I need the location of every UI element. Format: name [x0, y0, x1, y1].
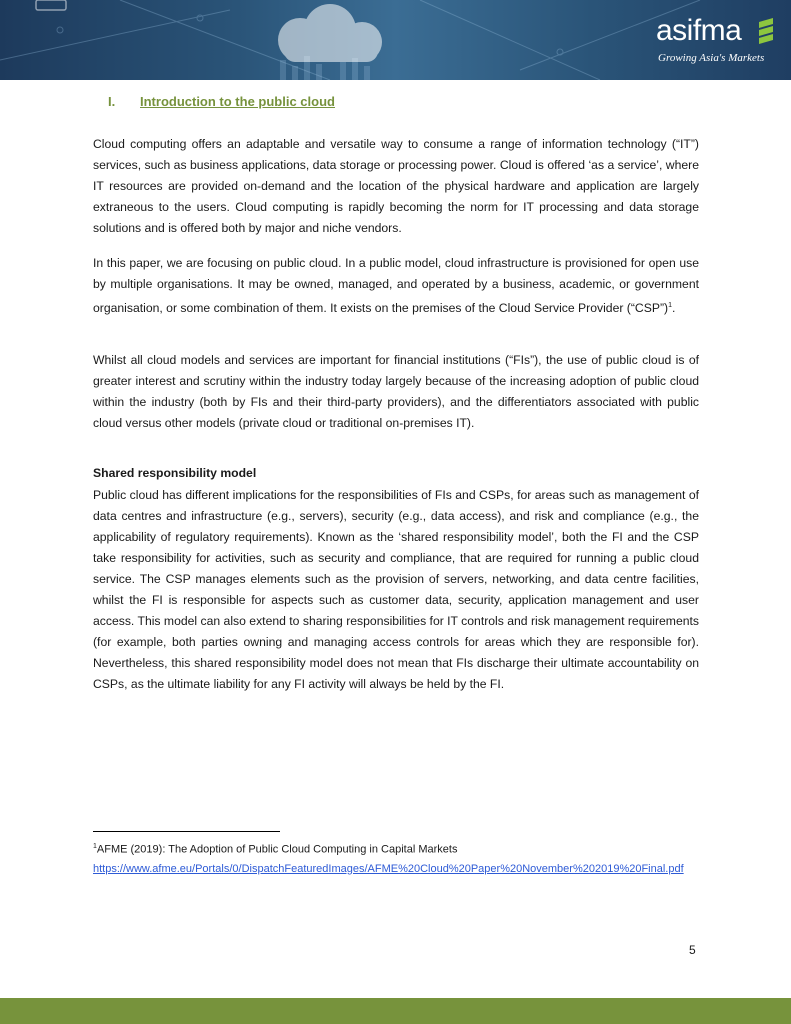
section-title: Introduction to the public cloud — [140, 94, 335, 109]
section-heading — [108, 94, 335, 109]
page-number: 5 — [689, 943, 696, 957]
paragraph-public-cloud-text: In this paper, we are focusing on public cloud. In a public model, cloud infrastructure is provisioned for open use by multiple organisations. It may be owned, managed, and operated by a business, academic, or government organisation, or some combination of them. It exists on the premises of the Cloud Service Provider (“CSP”) — [93, 256, 699, 316]
paragraph-shared-responsibility: Public cloud has different implications for the responsibilities of FIs and CSPs, for areas such as management of data centres and infrastructure (e.g., servers), security (e.g., data access), and risk and compliance (e.g., the applicability of regulatory requirements). Known as the ‘shared responsibility model’, both the FI and the CSP take responsibility for activities, such as security and compliance, that are required for running a public cloud service. The CSP manages elements such as the provision of servers, networking, and data centre facilities, whilst the FI is responsible for aspects such as customer data, security, application management and user access. This model can also extend to sharing responsibilities for IT controls and risk management requirements (for example, both parties owning and managing access controls for areas which they are responsible for). Nevertheless, this shared responsibility model does not mean that FIs discharge their ultimate accountability on CSPs, as the ultimate liability for any FI activity will always be held by the FI. — [93, 488, 699, 691]
device-icon — [36, 0, 66, 10]
logo-wordmark: asifma — [656, 14, 742, 47]
asifma-logo — [656, 14, 776, 70]
logo-tagline: Growing Asia's Markets — [658, 52, 765, 64]
footnote-citation — [93, 837, 699, 860]
cloud-icon — [278, 4, 382, 62]
footnote-link[interactable]: https://www.afme.eu/Portals/0/DispatchFeaturedImages/AFME%20Cloud%20Paper%20November%202019%20Final.pdf — [93, 862, 684, 875]
logo-mark-icon — [757, 16, 775, 46]
footnote-text: AFME (2019): The Adoption of Public Cloud Computing in Capital Markets — [96, 843, 458, 856]
subheading-shared-responsibility: Shared responsibility model — [93, 466, 257, 480]
paragraph-intro: Cloud computing offers an adaptable and versatile way to consume a range of information technology (“IT”) services, such as business applications, data storage or processing power. Cloud is offered ‘as a service’, where IT resources are provided on-demand and the location of the physical hardware and application are largely extraneous to the users. Cloud computing is rapidly becoming the norm for IT processing and data storage solutions and is offered both by major and niche vendors. — [93, 137, 699, 235]
paragraph-public-cloud-end: . — [672, 301, 676, 316]
section-number: I. — [108, 94, 116, 109]
paragraph-public-cloud — [93, 253, 699, 319]
footnote-marker: 1 — [93, 843, 97, 850]
footnote-reference[interactable]: 1 — [668, 302, 672, 309]
footer-bar — [0, 998, 791, 1024]
header-banner — [0, 0, 791, 80]
footnote-divider — [93, 831, 280, 832]
footnote — [93, 837, 699, 879]
paragraph-financial-institutions: Whilst all cloud models and services are important for financial institutions (“FIs”), the use of public cloud is of greater interest and scrutiny within the industry today largely because of the increasing adoption of public cloud within the industry (both by FIs and their third-party providers), and the differentiators associated with public cloud versus other models (private cloud or traditional on-premises IT). — [93, 353, 699, 430]
